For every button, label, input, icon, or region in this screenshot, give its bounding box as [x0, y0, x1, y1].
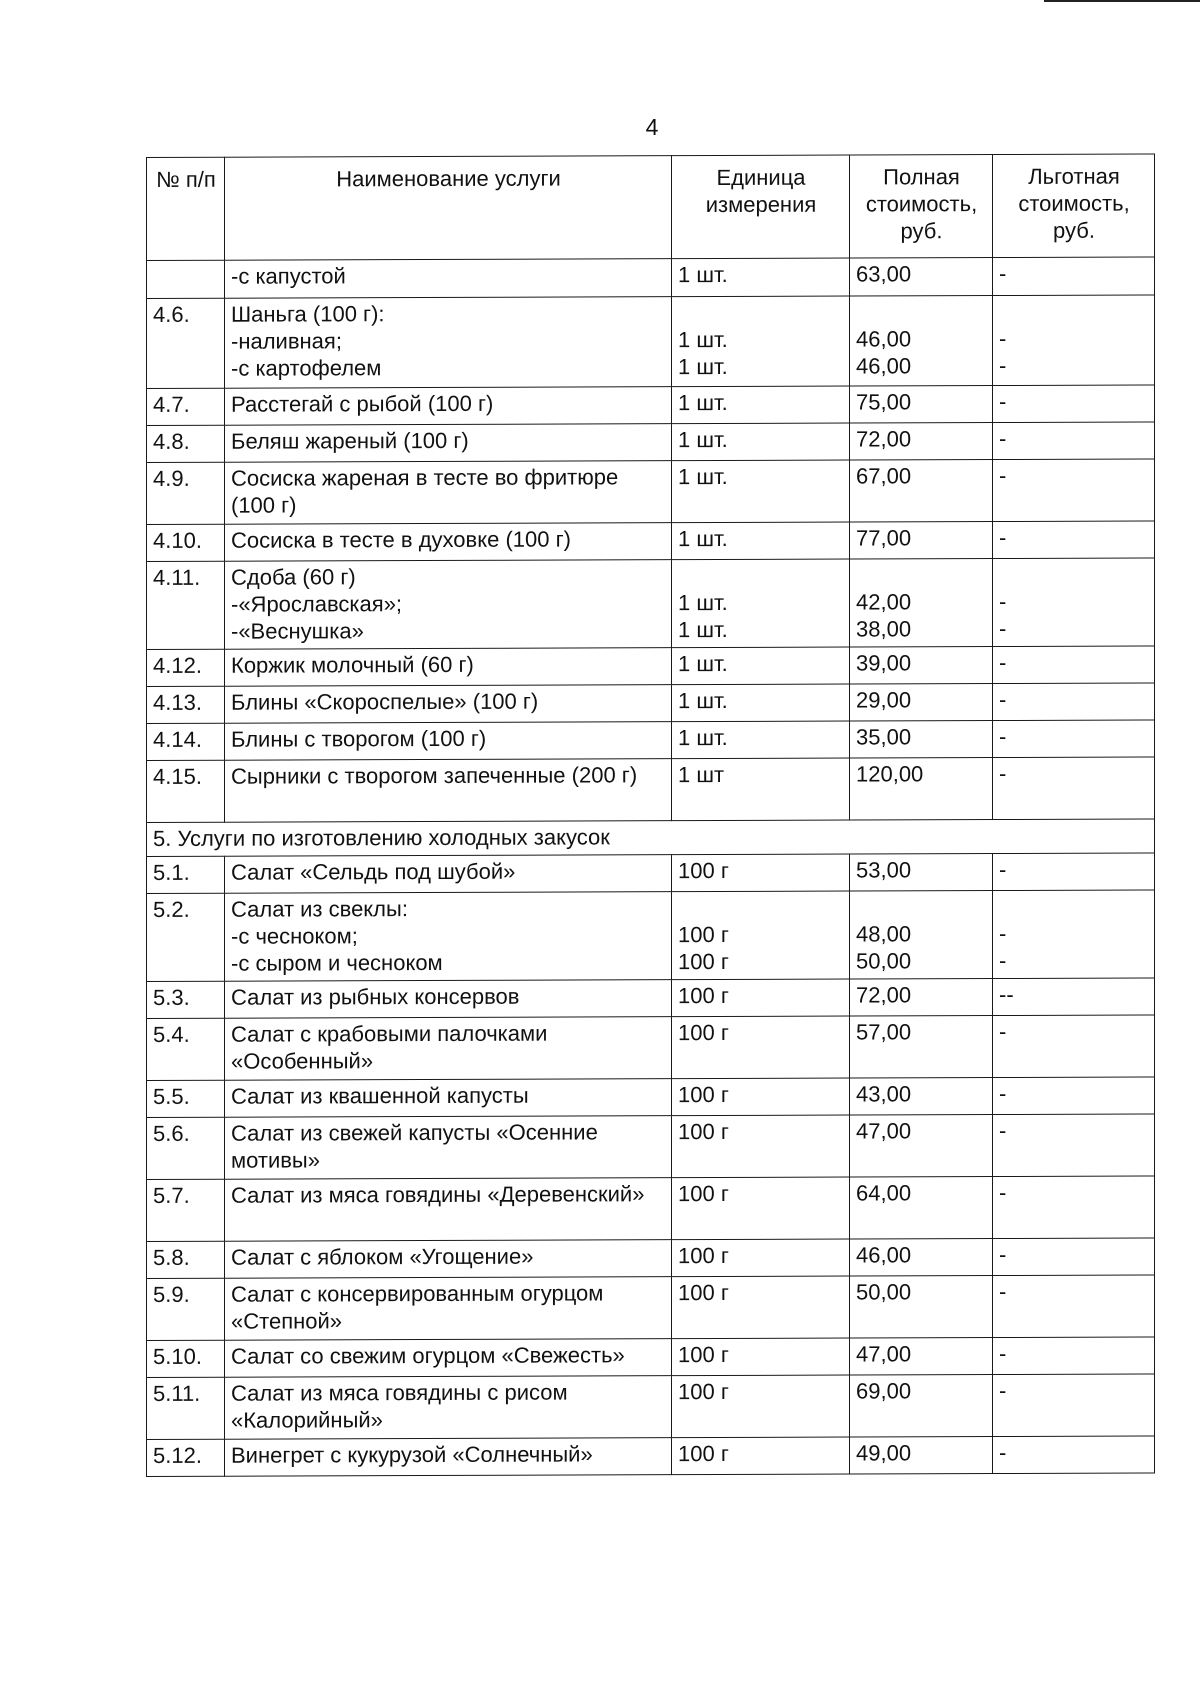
unit-of-measure: 1 шт. — [672, 522, 850, 560]
table-row — [147, 422, 1155, 463]
unit-of-measure: 1 шт. — [672, 647, 850, 685]
service-name: Салат с крабовыми палочками «Особенный» — [225, 1017, 672, 1081]
header-num: № п/п — [147, 157, 225, 260]
table-row — [147, 1275, 1155, 1341]
table-row — [147, 890, 1155, 982]
full-price: 49,00 — [850, 1437, 993, 1474]
section-title: 5. Услуги по изготовлению холодных закусок — [147, 819, 1155, 857]
discount-price: - — [993, 1436, 1155, 1474]
unit-of-measure: 1 шт. — [672, 721, 850, 759]
page-number: 4 — [645, 114, 659, 140]
full-price: 63,00 — [850, 258, 993, 296]
service-name: Сырники с творогом запеченные (200 г) — [225, 759, 672, 823]
row-number: 5.5. — [147, 1080, 225, 1117]
unit-of-measure: 100 г 100 г — [672, 891, 850, 980]
table-row — [147, 558, 1155, 650]
unit-of-measure: 1 шт. — [672, 386, 850, 424]
service-name: Салат с консервированным огурцом «Степной» — [225, 1277, 672, 1341]
table-row — [147, 978, 1155, 1019]
service-name: Беляш жареный (100 г) — [225, 424, 672, 463]
table-row — [147, 1077, 1155, 1118]
service-name: -с капустой — [225, 259, 672, 299]
price-table — [146, 153, 1155, 1477]
discount-price: - — [993, 1077, 1155, 1115]
row-number: 4.12. — [147, 649, 225, 686]
full-price: 47,00 — [850, 1115, 993, 1177]
full-price: 35,00 — [850, 721, 993, 758]
service-name: Шаньга (100 г): -наливная; -с картофелем — [225, 297, 672, 389]
table-row — [147, 720, 1155, 761]
row-number: 4.10. — [147, 524, 225, 561]
discount-price: - — [993, 521, 1155, 559]
discount-price: - — [993, 683, 1155, 721]
full-price: 67,00 — [850, 460, 993, 522]
row-number: 4.9. — [147, 462, 225, 524]
unit-of-measure: 100 г — [672, 1016, 850, 1079]
discount-price: - — [993, 1238, 1155, 1276]
table-row — [147, 853, 1155, 894]
service-name: Салат из квашенной капусты — [225, 1079, 672, 1118]
service-name: Салат из мяса говядины с рисом «Калорийный» — [225, 1376, 672, 1440]
service-name: Салат из свеклы: -с чесноком; -с сыром и чесноком — [225, 892, 672, 982]
full-price: 29,00 — [850, 684, 993, 721]
full-price: 69,00 — [850, 1375, 993, 1437]
service-name: Сосиска жареная в тесте во фритюре (100 г) — [225, 461, 672, 525]
unit-of-measure: 100 г — [672, 1239, 850, 1277]
unit-of-measure: 100 г — [672, 1078, 850, 1116]
full-price: 75,00 — [850, 386, 993, 423]
service-name: Коржик молочный (60 г) — [225, 648, 672, 687]
discount-price: - — [993, 853, 1155, 891]
table-row — [147, 757, 1155, 823]
row-number: 5.1. — [147, 856, 225, 893]
full-price: 77,00 — [850, 522, 993, 559]
table-row — [147, 1374, 1155, 1440]
unit-of-measure: 1 шт. — [672, 258, 850, 297]
row-number: 4.7. — [147, 388, 225, 425]
full-price: 64,00 — [850, 1177, 993, 1239]
unit-of-measure: 1 шт. 1 шт. — [672, 296, 850, 387]
section-5-rows — [147, 853, 1155, 1477]
service-name: Блины с творогом (100 г) — [225, 722, 672, 761]
row-number: 4.14. — [147, 723, 225, 760]
service-name: Салат из рыбных консервов — [225, 980, 672, 1019]
table-row — [147, 521, 1155, 562]
discount-price: - — [993, 1114, 1155, 1177]
service-name: Сдоба (60 г) -«Ярославская»; -«Веснушка» — [225, 560, 672, 650]
service-name: Блины «Скороспелые» (100 г) — [225, 685, 672, 724]
discount-price: - - — [993, 295, 1155, 386]
row-number: 5.12. — [147, 1439, 225, 1476]
full-price: 50,00 — [850, 1276, 993, 1338]
full-price: 39,00 — [850, 647, 993, 684]
discount-price: - — [993, 1275, 1155, 1338]
full-price: 46,00 — [850, 1239, 993, 1276]
discount-price: - - — [993, 558, 1155, 647]
table-row — [147, 295, 1155, 389]
table-row — [147, 1114, 1155, 1180]
full-price: 120,00 — [850, 758, 993, 820]
row-number: 5.10. — [147, 1340, 225, 1377]
discount-price: - — [993, 422, 1155, 460]
discount-price: - — [993, 257, 1155, 296]
unit-of-measure: 1 шт. — [672, 684, 850, 722]
unit-of-measure: 1 шт — [672, 758, 850, 821]
full-price: 53,00 — [850, 854, 993, 891]
unit-of-measure: 100 г — [672, 979, 850, 1017]
table-row — [147, 1238, 1155, 1279]
discount-price: -- — [993, 978, 1155, 1016]
discount-price: - — [993, 646, 1155, 684]
unit-of-measure: 100 г — [672, 854, 850, 892]
section-4-rows — [147, 257, 1155, 823]
table-row — [147, 257, 1155, 299]
unit-of-measure: 100 г — [672, 1338, 850, 1376]
row-number: 5.4. — [147, 1018, 225, 1080]
discount-price: - — [993, 1374, 1155, 1437]
table-row — [147, 385, 1155, 426]
full-price: 46,00 46,00 — [850, 296, 993, 386]
row-number: 5.6. — [147, 1117, 225, 1179]
table-row — [147, 683, 1155, 724]
discount-price: - — [993, 385, 1155, 423]
top-edge-rule — [1044, 0, 1200, 2]
unit-of-measure: 100 г — [672, 1437, 850, 1475]
row-number: 5.8. — [147, 1241, 225, 1278]
row-number — [147, 260, 225, 298]
table-row — [147, 459, 1155, 525]
row-number: 5.2. — [147, 893, 225, 981]
discount-price: - — [993, 757, 1155, 820]
table-header-row — [147, 154, 1155, 261]
service-name: Винегрет с кукурузой «Солнечный» — [225, 1438, 672, 1477]
header-name: Наименование услуги — [225, 156, 672, 261]
full-price: 72,00 — [850, 423, 993, 460]
table-row — [147, 1337, 1155, 1378]
header-full-price: Полная стоимость, руб. — [850, 155, 993, 258]
service-name: Салат с яблоком «Угощение» — [225, 1240, 672, 1279]
full-price: 43,00 — [850, 1078, 993, 1115]
row-number: 4.15. — [147, 760, 225, 822]
discount-price: - — [993, 1337, 1155, 1375]
unit-of-measure: 100 г — [672, 1375, 850, 1438]
section-5-header — [147, 819, 1155, 857]
full-price: 48,00 50,00 — [850, 891, 993, 979]
header-discount-price: Льготная стоимость, руб. — [993, 154, 1155, 258]
service-name: Сосиска в тесте в духовке (100 г) — [225, 523, 672, 562]
section-title-row — [147, 819, 1155, 857]
table-row — [147, 1436, 1155, 1477]
discount-price: - - — [993, 890, 1155, 979]
service-name: Салат «Сельдь под шубой» — [225, 855, 672, 894]
row-number: 5.9. — [147, 1278, 225, 1340]
full-price: 72,00 — [850, 979, 993, 1016]
row-number: 4.11. — [147, 561, 225, 649]
discount-price: - — [993, 459, 1155, 522]
row-number: 5.3. — [147, 981, 225, 1018]
service-name: Салат из свежей капусты «Осенние мотивы» — [225, 1116, 672, 1180]
discount-price: - — [993, 1015, 1155, 1078]
unit-of-measure: 1 шт. — [672, 460, 850, 523]
full-price: 47,00 — [850, 1338, 993, 1375]
header-unit: Единица измерения — [672, 155, 850, 259]
row-number: 5.7. — [147, 1179, 225, 1241]
row-number: 4.6. — [147, 298, 225, 388]
table-row — [147, 646, 1155, 687]
service-name: Расстегай с рыбой (100 г) — [225, 387, 672, 426]
table-row — [147, 1176, 1155, 1242]
unit-of-measure: 1 шт. 1 шт. — [672, 559, 850, 648]
full-price: 42,00 38,00 — [850, 559, 993, 647]
service-name: Салат из мяса говядины «Деревенский» — [225, 1178, 672, 1242]
discount-price: - — [993, 1176, 1155, 1239]
unit-of-measure: 100 г — [672, 1115, 850, 1178]
table-row — [147, 1015, 1155, 1081]
row-number: 5.11. — [147, 1377, 225, 1439]
discount-price: - — [993, 720, 1155, 758]
unit-of-measure: 100 г — [672, 1276, 850, 1339]
unit-of-measure: 1 шт. — [672, 423, 850, 461]
unit-of-measure: 100 г — [672, 1177, 850, 1240]
full-price: 57,00 — [850, 1016, 993, 1078]
row-number: 4.13. — [147, 686, 225, 723]
service-name: Салат со свежим огурцом «Свежесть» — [225, 1339, 672, 1378]
row-number: 4.8. — [147, 425, 225, 462]
